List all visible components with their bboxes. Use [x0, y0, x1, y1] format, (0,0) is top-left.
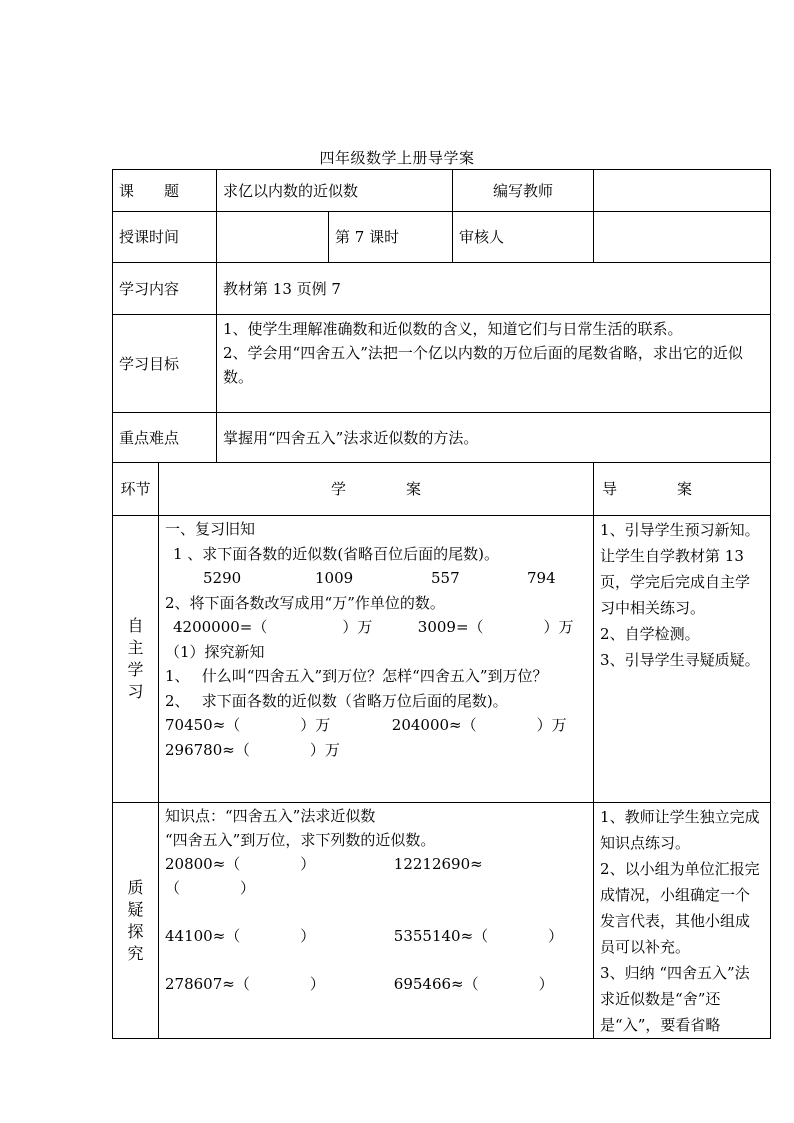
number-2: 1009 — [315, 569, 354, 587]
inquiry-blank-5: 278607≈（ ） — [165, 975, 325, 993]
row-self-study — [113, 516, 771, 803]
guide-self-1: 1、引导学生预习新知。让学生自学教材第 13 页，学完后完成自主学习中相关练习。 — [600, 521, 760, 617]
explore-heading: （1）探究新知 — [165, 642, 265, 661]
guide-inquiry-1: 1、教师让学生独立完成知识点练习。 — [600, 808, 760, 852]
study-header: 学 案 — [159, 463, 594, 516]
knowledge-point: 知识点：“四舍五入”法求近似数 — [165, 807, 376, 825]
guide-inquiry-2: 2、以小组为单位汇报完成情况，小组确定一个发言代表，其他小组成员可以补充。 — [600, 860, 760, 956]
row-inquiry — [113, 803, 771, 1039]
goal-line-1: 1、使学生理解准确数和近似数的含义，知道它们与日常生活的联系。 — [223, 320, 683, 338]
number-4: 794 — [527, 569, 556, 587]
topic-value: 求亿以内数的近似数 — [217, 170, 453, 212]
number-3: 557 — [431, 569, 460, 587]
time-label: 授课时间 — [113, 212, 217, 263]
row-column-header — [113, 463, 771, 516]
approx-blank-1: 70450≈（ ）万 — [165, 716, 331, 734]
inquiry-stage: 质疑探究 — [113, 803, 159, 1039]
number-1: 5290 — [203, 569, 242, 587]
key-value: 掌握用“四舍五入”法求近似数的方法。 — [217, 413, 771, 463]
question-1: 1、 什么叫“四舍五入”到万位？怎样“四舍五入”到万位？ — [165, 667, 548, 685]
inquiry-instruction: “四舍五入”到万位，求下列数的近似数。 — [165, 831, 436, 849]
review-heading: 一、复习旧知 — [165, 520, 256, 538]
question-2: 2、 求下面各数的近似数（省略万位后面的尾数)。 — [165, 691, 508, 710]
inquiry-blank-6: 695466≈（ ） — [393, 975, 554, 993]
lesson-plan-table — [112, 169, 771, 1039]
inquiry-blank-2: 12212690≈ — [393, 855, 483, 873]
author-label: 编写教师 — [453, 170, 594, 212]
rewrite-blank-1: 4200000=（ ）万 — [173, 618, 373, 636]
goal-label: 学习目标 — [113, 315, 217, 413]
approx-blank-3: 296780≈（ ）万 — [165, 740, 340, 759]
document-title: 四年级数学上册导学案 — [319, 149, 475, 167]
exercise-1-text: 1 、求下面各数的近似数(省略百位后面的尾数)。 — [173, 544, 500, 563]
self-study-stage: 自主学习 — [113, 516, 159, 803]
row-topic — [113, 170, 771, 212]
author-value — [594, 170, 771, 212]
row-goals — [113, 315, 771, 413]
row-time — [113, 212, 771, 263]
reviewer-label: 审核人 — [453, 212, 594, 263]
guide-header: 导 案 — [594, 463, 771, 516]
content-label: 学习内容 — [113, 263, 217, 315]
reviewer-value — [594, 212, 771, 263]
lesson-number: 第 7 课时 — [329, 212, 453, 263]
guide-self-3: 3、引导学生寻疑质疑。 — [600, 651, 760, 669]
approx-blank-2: 204000≈（ ）万 — [391, 716, 567, 734]
inquiry-blank-3: 44100≈（ ） — [165, 927, 316, 945]
inquiry-blank-1: 20800≈（ ） — [165, 855, 316, 873]
key-label: 重点难点 — [113, 413, 217, 463]
exercise-2-text: 2、将下面各数改写成用“万”作单位的数。 — [165, 593, 445, 612]
topic-label: 课 题 — [113, 170, 217, 212]
inquiry-blank-2b: （ ） — [165, 879, 256, 897]
row-content — [113, 263, 771, 315]
rewrite-blank-2: 3009=（ ）万 — [417, 618, 574, 636]
inquiry-blank-4: 5355140≈（ ） — [393, 927, 564, 945]
row-key-points — [113, 413, 771, 463]
guide-inquiry-3: 3、归纳 “四舍五入”法求近似数是“舍”还是“入”，要看省略 — [600, 964, 750, 1034]
time-value — [217, 212, 329, 263]
goal-line-2: 2、学会用“四舍五入”法把一个亿以内数的万位后面的尾数省略，求出它的近似数。 — [223, 344, 743, 386]
stage-header: 环节 — [113, 463, 159, 516]
content-value: 教材第 13 页例 7 — [217, 263, 771, 315]
guide-self-2: 2、自学检测。 — [600, 625, 700, 643]
